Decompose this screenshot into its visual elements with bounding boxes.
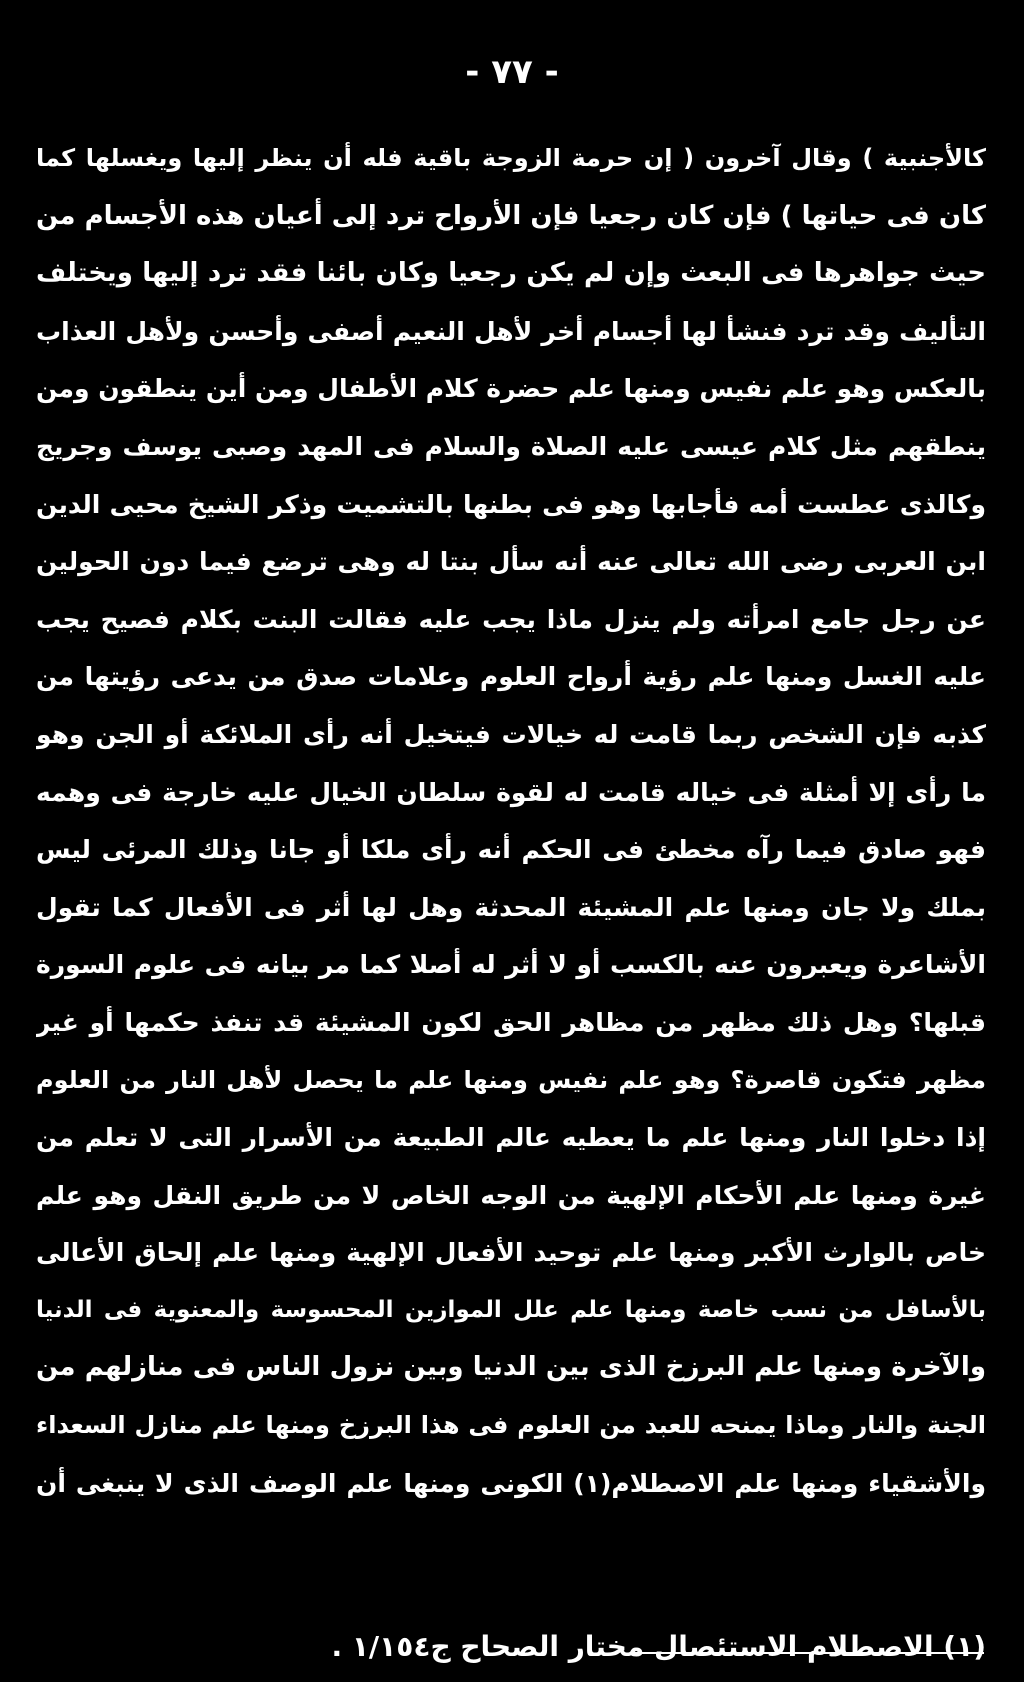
text-line: بملك ولا جان ومنها علم المشيئة المحدثة وهل لها أثر فى الأفعال كما تقول	[36, 892, 986, 922]
text-line: كذبه فإن الشخص ربما قامت له خيالات فيتخيل أنه رأى الملائكة أو الجن وهو	[36, 719, 986, 749]
body-text	[36, 130, 986, 1512]
text-line: ما رأى إلا أمثلة فى خياله قامت له لقوة سلطان الخيال عليه خارجة فى وهمه	[36, 777, 986, 807]
text-line: إذا دخلوا النار ومنها علم ما يعطيه عالم الطبيعة من الأسرار التى لا تعلم من	[36, 1123, 986, 1153]
text-line: الأشاعرة ويعبرون عنه بالكسب أو لا أثر له أصلا كما مر بيانه فى علوم السورة	[36, 950, 986, 980]
text-line: والآخرة ومنها علم البرزخ الذى بين الدنيا وبين نزول الناس فى منازلهم من	[36, 1352, 986, 1383]
text-line: بالعكس وهو علم نفيس ومنها علم حضرة كلام الأطفال ومن أين ينطقون ومن	[36, 374, 986, 404]
text-line: خاص بالوارث الأكبر ومنها علم توحيد الأفعال الإلهية ومنها علم إلحاق الأعالى	[36, 1238, 986, 1268]
text-line: الجنة والنار وماذا يمنحه للعبد من العلوم فى هذا البرزخ ومنها علم منازل السعداء	[36, 1411, 986, 1440]
text-line: كان فى حياتها ) فإن كان رجعيا فإن الأرواح ترد إلى أعيان هذه الأجسام من	[36, 200, 986, 231]
text-line: كالأجنبية ) وقال آخرون ( إن حرمة الزوجة باقية فله أن ينظر إليها ويغسلها كما	[36, 144, 986, 172]
text-line: التأليف وقد ترد فنشأ لها أجسام أخر لأهل النعيم أصفى وأحسن ولأهل العذاب	[36, 316, 986, 346]
text-line: عليه الغسل ومنها علم رؤية أرواح العلوم وعلامات صدق من يدعى رؤيتها من	[36, 662, 986, 692]
text-line: والأشقياء ومنها علم الاصطلام(١) الكونى ومنها علم الوصف الذى لا ينبغى أن	[36, 1468, 986, 1498]
text-line: ابن العربى رضى الله تعالى عنه أنه سأل بنتا له وهى ترضع فيما دون الحولين	[36, 547, 986, 577]
text-line: وكالذى عطست أمه فأجابها وهو فى بطنها بالتشميت وذكر الشيخ محيى الدين	[36, 489, 986, 519]
text-line: مظهر فتكون قاصرة؟ وهو علم نفيس ومنها علم ما يحصل لأهل النار من العلوم	[36, 1065, 986, 1094]
text-line: عن رجل جامع امرأته ولم ينزل ماذا يجب عليه فقالت البنت بكلام فصيح يجب	[36, 604, 986, 634]
text-line: قبلها؟ وهل ذلك مظهر من مظاهر الحق لكون المشيئة قد تنفذ حكمها أو غير	[36, 1007, 986, 1037]
text-line: ينطقهم مثل كلام عيسى عليه الصلاة والسلام فى المهد وصبى يوسف وجريج	[36, 431, 986, 461]
text-line: فهو صادق فيما رآه مخطئ فى الحكم أنه رأى ملكا أو جانا وذلك المرئى ليس	[36, 835, 986, 865]
text-line: بالأسافل من نسب خاصة ومنها علم علل الموازين المحسوسة والمعنوية فى الدنيا	[36, 1296, 986, 1323]
text-line: غيرة ومنها علم الأحكام الإلهية من الوجه الخاص لا من طريق النقل وهو علم	[36, 1180, 986, 1210]
text-line: حيث جواهرها فى البعث وإن لم يكن رجعيا وكان بائنا فقد ترد إليها ويختلف	[36, 258, 986, 289]
page-number: - ٧٧ -	[465, 52, 559, 92]
footnote: (١) الاصطلام الاستئصال مختار الصحاح ج١/١٥٤ .	[331, 1630, 986, 1663]
